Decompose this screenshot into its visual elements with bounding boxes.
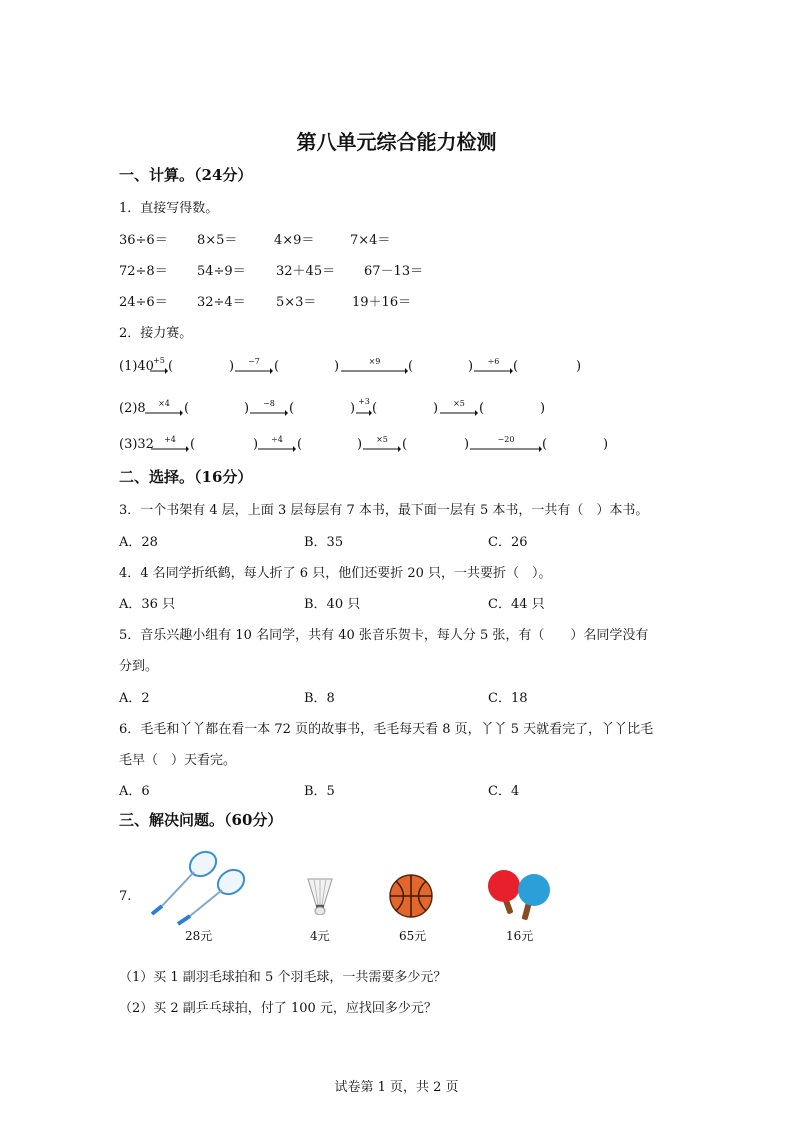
question-7-number: 7. — [119, 889, 132, 904]
answer-blank-open: ( — [479, 401, 485, 416]
relay-start: (2)8 — [119, 401, 146, 416]
price-label: 16元 — [506, 929, 534, 943]
relay-arrow-icon — [235, 357, 273, 374]
relay-op: −8 — [263, 399, 275, 408]
question-3-text: 3．一个书架有 4 层，上面 3 层每层有 7 本书，最下面一层有 5 本书，一共有（ ）本书。 — [119, 503, 649, 518]
option-c[interactable]: C．18 — [488, 691, 528, 706]
answer-blank-open: ( — [168, 359, 174, 374]
answer-blank-open: ( — [297, 437, 303, 452]
badminton-racket-icon — [148, 848, 248, 926]
option-b[interactable]: B．5 — [304, 784, 335, 799]
relay-op: ×4 — [158, 399, 170, 408]
section-heading-choice: 二、选择。（16分） — [119, 468, 253, 486]
option-b[interactable]: B．35 — [304, 535, 344, 550]
answer-blank-open: ( — [408, 359, 414, 374]
answer-blank-close: ) — [464, 437, 470, 452]
section-heading-problems: 三、解决问题。（60分） — [119, 811, 283, 829]
relay-arrow-icon — [440, 399, 478, 416]
relay-op: ÷6 — [487, 357, 500, 366]
relay-arrow-icon — [474, 357, 513, 374]
relay-op: ×5 — [453, 399, 465, 408]
shuttlecock-icon — [306, 877, 334, 915]
basketball-icon — [388, 873, 434, 919]
answer-blank-close: ) — [253, 437, 259, 452]
relay-start: (1)40 — [119, 359, 154, 374]
question-7-sub-2: （2）买 2 副乒乓球拍，付了 100 元，应找回多少元？ — [119, 1001, 437, 1016]
question-6-text-cont: 毛早（ ）天看完。 — [119, 753, 237, 768]
calc-item: 32÷4＝ — [197, 295, 246, 310]
question-2-label: 2．接力赛。 — [119, 326, 193, 341]
price-label: 4元 — [310, 929, 330, 943]
calc-item: 7×4＝ — [350, 233, 391, 248]
relay-op: ÷4 — [271, 435, 283, 444]
answer-blank-open: ( — [542, 437, 548, 452]
option-c[interactable]: C．44 只 — [488, 597, 545, 612]
relay-arrow-icon — [145, 399, 183, 416]
relay-op: +4 — [164, 435, 176, 444]
page-footer: 试卷第 1 页，共 2 页 — [334, 1080, 459, 1095]
calc-item: 32＋45＝ — [276, 264, 336, 279]
question-4-text: 4．4 名同学折纸鹤，每人折了 6 只，他们还要折 20 只，一共要折（ ）。 — [119, 566, 552, 581]
calc-item: 24÷6＝ — [119, 295, 168, 310]
price-label: 28元 — [185, 929, 213, 943]
section-heading-calculation: 一、计算。（24分） — [119, 166, 253, 184]
calc-item: 5×3＝ — [276, 295, 317, 310]
calc-item: 36÷6＝ — [119, 233, 168, 248]
answer-blank-close: ) — [350, 401, 356, 416]
answer-blank-close: ) — [433, 401, 439, 416]
answer-blank-close: ) — [334, 359, 340, 374]
relay-op: ×9 — [368, 357, 381, 366]
question-5-text: 5．音乐兴趣小组有 10 名同学，共有 40 张音乐贺卡，每人分 5 张，有（ ）名同学没有 — [119, 628, 649, 643]
relay-start: (3)32 — [119, 437, 154, 452]
question-7-sub-1: （1）买 1 副羽毛球拍和 5 个羽毛球，一共需要多少元？ — [119, 970, 447, 985]
answer-blank-close: ) — [244, 401, 250, 416]
price-label: 65元 — [399, 929, 427, 943]
relay-arrow-icon — [150, 356, 168, 374]
answer-blank-close: ) — [540, 401, 546, 416]
relay-arrow-icon — [258, 435, 296, 452]
calc-item: 4×9＝ — [274, 233, 315, 248]
option-c[interactable]: C．26 — [488, 535, 528, 550]
answer-blank-close: ) — [229, 359, 235, 374]
answer-blank-open: ( — [513, 359, 519, 374]
answer-blank-open: ( — [372, 401, 378, 416]
answer-blank-open: ( — [402, 437, 408, 452]
relay-arrow-icon — [363, 435, 401, 452]
calc-item: 19＋16＝ — [352, 295, 412, 310]
option-b[interactable]: B．40 只 — [304, 597, 361, 612]
calc-item: 8×5＝ — [197, 233, 238, 248]
question-6-text: 6．毛毛和丫丫都在看一本 72 页的故事书，毛毛每天看 8 页，丫丫 5 天就看完了，丫丫比毛 — [119, 722, 654, 737]
relay-arrow-icon — [151, 435, 189, 452]
answer-blank-open: ( — [289, 401, 295, 416]
option-b[interactable]: B．8 — [304, 691, 335, 706]
question-1-label: 1．直接写得数。 — [119, 201, 219, 216]
calc-item: 72÷8＝ — [119, 264, 168, 279]
calc-item: 67－13＝ — [364, 264, 424, 279]
ping-pong-paddle-icon — [486, 868, 556, 924]
relay-arrow-icon — [250, 399, 288, 416]
relay-arrow-icon — [341, 357, 408, 374]
answer-blank-open: ( — [274, 359, 280, 374]
answer-blank-open: ( — [190, 437, 196, 452]
answer-blank-close: ) — [576, 359, 582, 374]
option-a[interactable]: A．36 只 — [119, 597, 176, 612]
option-a[interactable]: A．6 — [119, 784, 150, 799]
relay-op: −20 — [497, 435, 515, 444]
relay-op: ×5 — [376, 435, 388, 444]
question-5-text-cont: 分到。 — [119, 659, 159, 674]
relay-op: −7 — [248, 357, 260, 366]
page-title: 第八单元综合能力检测 — [296, 130, 497, 154]
relay-op: +5 — [153, 356, 165, 365]
option-a[interactable]: A．28 — [119, 535, 158, 550]
option-c[interactable]: C．4 — [488, 784, 520, 799]
answer-blank-close: ) — [603, 437, 609, 452]
answer-blank-open: ( — [184, 401, 190, 416]
relay-op: +3 — [358, 397, 370, 406]
relay-arrow-icon — [470, 435, 542, 452]
option-a[interactable]: A．2 — [119, 691, 150, 706]
answer-blank-close: ) — [468, 359, 474, 374]
relay-arrow-icon — [356, 397, 372, 416]
answer-blank-close: ) — [357, 437, 363, 452]
calc-item: 54÷9＝ — [197, 264, 246, 279]
